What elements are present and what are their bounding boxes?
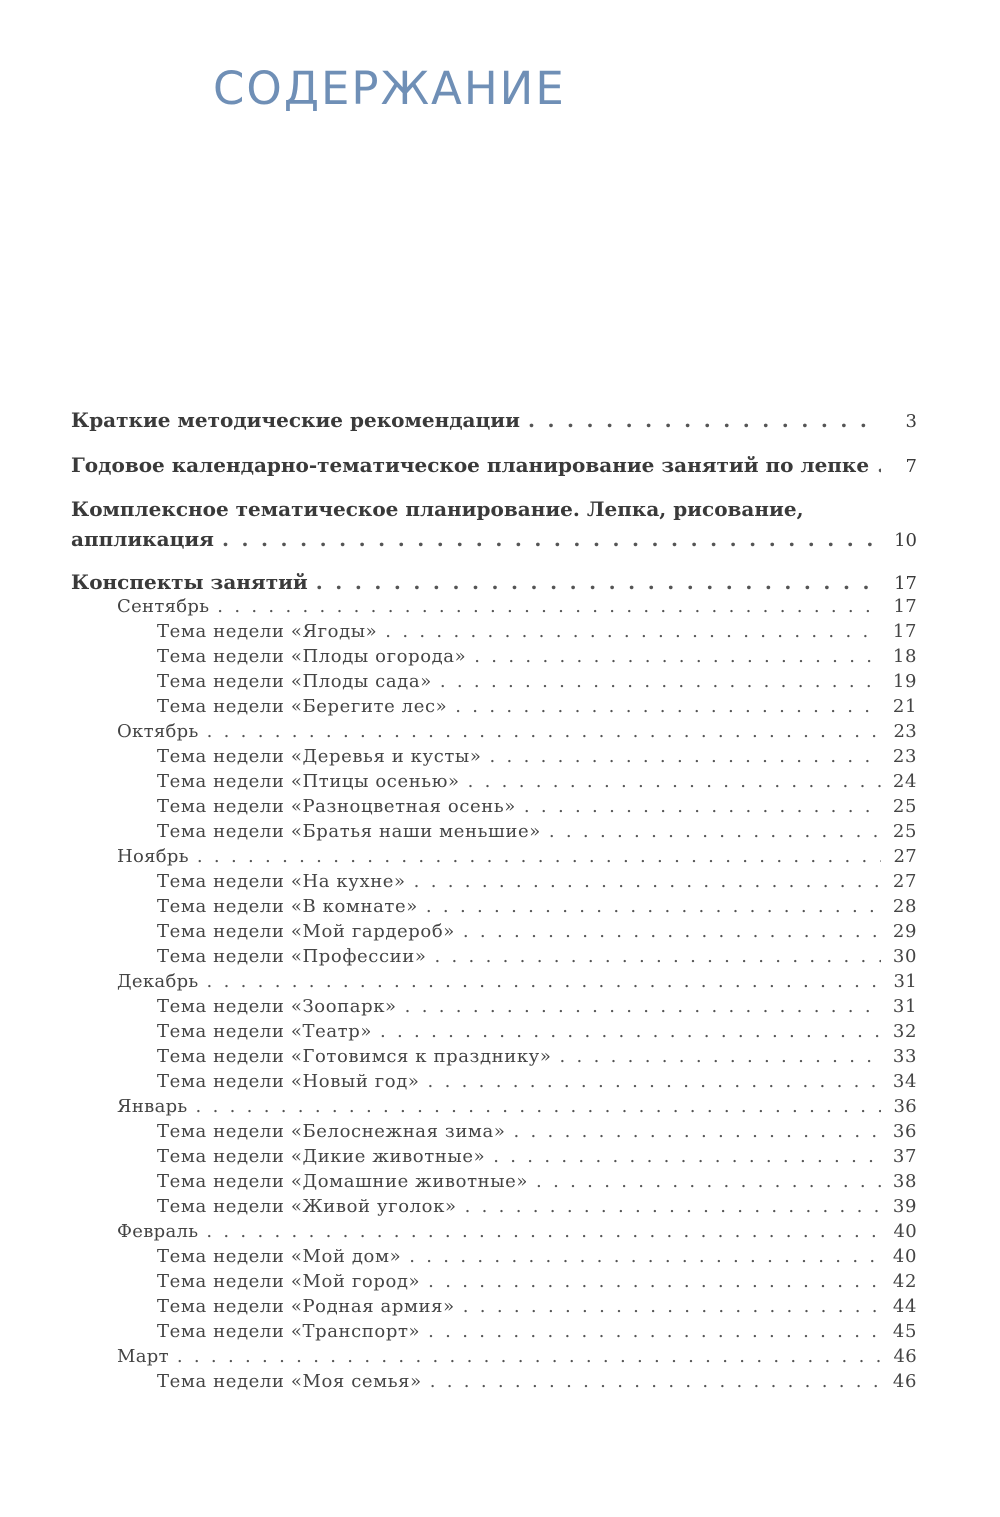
- toc-entry-page: 31: [893, 971, 917, 992]
- toc-entry-label: Конспекты занятий: [71, 570, 308, 594]
- toc-entry-page: 23: [892, 746, 917, 767]
- dot-leader: [440, 671, 881, 692]
- toc-month-october[interactable]: [117, 721, 917, 742]
- toc-week[interactable]: [157, 621, 917, 642]
- toc-entry-label: Март: [117, 1346, 169, 1367]
- toc-week[interactable]: [157, 896, 917, 917]
- toc-month-january[interactable]: [117, 1096, 917, 1117]
- toc-entry-page: 44: [892, 1296, 917, 1317]
- toc-week[interactable]: [157, 796, 917, 817]
- dot-leader: [380, 1021, 881, 1042]
- toc-entry-label: Тема недели «Берегите лес»: [157, 696, 448, 717]
- toc-entry-label: Тема недели «Разноцветная осень»: [157, 796, 516, 817]
- page-title: СОДЕРЖАНИЕ: [213, 62, 566, 115]
- dot-leader: [559, 1046, 881, 1067]
- toc-entry-page: 46: [893, 1346, 917, 1367]
- toc-entry-label: Тема недели «Белоснежная зима»: [157, 1121, 506, 1142]
- dot-leader: [196, 1096, 881, 1117]
- toc-week[interactable]: [157, 996, 917, 1017]
- toc-entry-page: 32: [892, 1021, 917, 1042]
- dot-leader: [549, 821, 881, 842]
- dot-leader: [434, 946, 881, 967]
- toc-entry-label: Тема недели «Новый год»: [157, 1071, 420, 1092]
- toc-entry-page: 37: [892, 1146, 917, 1167]
- toc-entry-label: Декабрь: [117, 971, 199, 992]
- toc-entry-page: 38: [892, 1171, 917, 1192]
- toc-week[interactable]: [157, 871, 917, 892]
- toc-entry-page: 25: [892, 796, 917, 817]
- toc-week[interactable]: [157, 946, 917, 967]
- toc-week[interactable]: [157, 1196, 917, 1217]
- toc-entry-page: 21: [892, 696, 917, 717]
- dot-leader: [528, 408, 881, 432]
- toc-entry-label: Тема недели «Живой уголок»: [157, 1196, 457, 1217]
- dot-leader: [409, 1246, 881, 1267]
- toc-entry-page: 31: [892, 996, 917, 1017]
- dot-leader: [536, 1171, 881, 1192]
- toc-week[interactable]: [157, 921, 917, 942]
- toc-entry-page: 34: [892, 1071, 917, 1092]
- toc-entry-page: 17: [894, 573, 917, 594]
- toc-entry-label: Тема недели «Плоды огорода»: [157, 646, 467, 667]
- toc-entry-label: Тема недели «Мой дом»: [157, 1246, 402, 1267]
- toc-week[interactable]: [157, 821, 917, 842]
- toc-entry-label: Тема недели «Мой город»: [157, 1271, 421, 1292]
- dot-leader: [385, 621, 881, 642]
- toc-week[interactable]: [157, 771, 917, 792]
- toc-entry-label: Тема недели «Плоды сада»: [157, 671, 432, 692]
- toc-month-september[interactable]: [117, 596, 917, 617]
- toc-entry-label: Тема недели «На кухне»: [157, 871, 406, 892]
- toc-entry-label: Тема недели «Братья наши меньшие»: [157, 821, 541, 842]
- toc-entry-page: 17: [893, 596, 917, 617]
- toc-entry-page: 42: [892, 1271, 917, 1292]
- dot-leader: [197, 846, 881, 867]
- dot-leader: [177, 1346, 881, 1367]
- toc-entry-annual-plan[interactable]: [71, 453, 917, 477]
- toc-entry-label: Октябрь: [117, 721, 199, 742]
- dot-leader: [217, 596, 881, 617]
- toc-entry-label: Краткие методические рекомендации: [71, 408, 520, 432]
- dot-leader: [474, 646, 881, 667]
- toc-entry-page: 36: [893, 1096, 917, 1117]
- dot-leader: [524, 796, 881, 817]
- toc-entry-label: Ноябрь: [117, 846, 189, 867]
- toc-entry-label: Тема недели «Моя семья»: [157, 1371, 422, 1392]
- toc-entry-page: 46: [892, 1371, 917, 1392]
- toc-entry-page: 3: [905, 411, 917, 432]
- toc-entry-page: 40: [892, 1246, 917, 1267]
- toc-entry-label: Тема недели «Профессии»: [157, 946, 427, 967]
- dot-leader: [493, 1146, 881, 1167]
- toc-entry-recommendations[interactable]: [71, 408, 917, 432]
- toc-week[interactable]: [157, 1321, 917, 1342]
- toc-entry-lesson-notes[interactable]: [71, 570, 917, 594]
- toc-week[interactable]: [157, 1121, 917, 1142]
- toc-entry-page: 23: [893, 721, 917, 742]
- dot-leader: [405, 996, 881, 1017]
- toc-entry-page: 29: [892, 921, 917, 942]
- toc-entry-label: Тема недели «Деревья и кусты»: [157, 746, 482, 767]
- toc-entry-label: Тема недели «Родная армия»: [157, 1296, 455, 1317]
- toc-week[interactable]: [157, 1046, 917, 1067]
- toc-entry-label: Тема недели «Домашние животные»: [157, 1171, 529, 1192]
- dot-leader: [316, 570, 881, 594]
- dot-leader: [428, 1321, 881, 1342]
- toc-entry-label: Тема недели «Театр»: [157, 1021, 372, 1042]
- toc-entry-label: Январь: [117, 1096, 188, 1117]
- toc-entry-page: 40: [893, 1221, 917, 1242]
- dot-leader: [207, 721, 881, 742]
- dot-leader: [463, 921, 881, 942]
- dot-leader: [426, 896, 881, 917]
- toc-week[interactable]: [157, 646, 917, 667]
- toc-entry-page: 7: [905, 456, 917, 477]
- toc-week[interactable]: [157, 671, 917, 692]
- toc-entry-page: 18: [892, 646, 917, 667]
- toc-entry-label: Тема недели «Птицы осенью»: [157, 771, 460, 792]
- dot-leader: [489, 746, 881, 767]
- toc-entry-page: 19: [892, 671, 917, 692]
- toc-week[interactable]: [157, 1271, 917, 1292]
- toc-week[interactable]: [157, 1296, 917, 1317]
- dot-leader: [468, 771, 881, 792]
- toc-entry-page: 28: [892, 896, 917, 917]
- dot-leader: [877, 453, 881, 477]
- toc-month-march[interactable]: [117, 1346, 917, 1367]
- toc-entry-page: 10: [894, 530, 917, 551]
- dot-leader: [430, 1371, 881, 1392]
- toc-entry-label: Тема недели «Готовимся к празднику»: [157, 1046, 552, 1067]
- toc-entry-label: Тема недели «Транспорт»: [157, 1321, 421, 1342]
- dot-leader: [428, 1071, 881, 1092]
- toc-entry-page: 33: [892, 1046, 917, 1067]
- toc-entry-label: Годовое календарно-тематическое планирование занятий по лепке: [71, 453, 870, 477]
- toc-week[interactable]: [157, 1171, 917, 1192]
- toc-entry-page: 27: [892, 871, 917, 892]
- toc-entry-label: Февраль: [117, 1221, 199, 1242]
- toc-week[interactable]: [157, 1146, 917, 1167]
- toc-entry-page: 24: [892, 771, 917, 792]
- dot-leader: [513, 1121, 881, 1142]
- dot-leader: [207, 971, 881, 992]
- toc-entry-page: 30: [892, 946, 917, 967]
- toc-week[interactable]: [157, 1021, 917, 1042]
- toc-month-february[interactable]: [117, 1221, 917, 1242]
- toc-entry-label: Тема недели «Мой гардероб»: [157, 921, 455, 942]
- toc-entry-complex-plan[interactable]: [71, 527, 917, 551]
- dot-leader: [463, 1296, 881, 1317]
- toc-entry-label: аппликация: [71, 527, 214, 551]
- dot-leader: [455, 696, 881, 717]
- dot-leader: [206, 1221, 881, 1242]
- toc-entry-complex-plan-line1[interactable]: Комплексное тематическое планирование. Лепка, рисование,: [71, 497, 804, 521]
- toc-entry-label: Тема недели «В комнате»: [157, 896, 418, 917]
- toc-entry-page: 45: [892, 1321, 917, 1342]
- toc-entry-page: 25: [892, 821, 917, 842]
- toc-entry-label: Тема недели «Ягоды»: [157, 621, 378, 642]
- toc-week[interactable]: [157, 746, 917, 767]
- dot-leader: [428, 1271, 881, 1292]
- toc-week[interactable]: [157, 696, 917, 717]
- toc-month-november[interactable]: [117, 846, 917, 867]
- dot-leader: [414, 871, 881, 892]
- toc-week[interactable]: [157, 1246, 917, 1267]
- toc-week[interactable]: [157, 1071, 917, 1092]
- toc-entry-page: 27: [893, 846, 917, 867]
- toc-month-december[interactable]: [117, 971, 917, 992]
- toc-entry-page: 17: [892, 621, 917, 642]
- toc-week[interactable]: [157, 1371, 917, 1392]
- toc-entry-page: 36: [892, 1121, 917, 1142]
- dot-leader: [222, 527, 881, 551]
- toc-entry-label: Сентябрь: [117, 596, 210, 617]
- toc-entry-page: 39: [892, 1196, 917, 1217]
- dot-leader: [465, 1196, 881, 1217]
- toc-entry-label: Тема недели «Дикие животные»: [157, 1146, 486, 1167]
- toc-entry-label: Тема недели «Зоопарк»: [157, 996, 397, 1017]
